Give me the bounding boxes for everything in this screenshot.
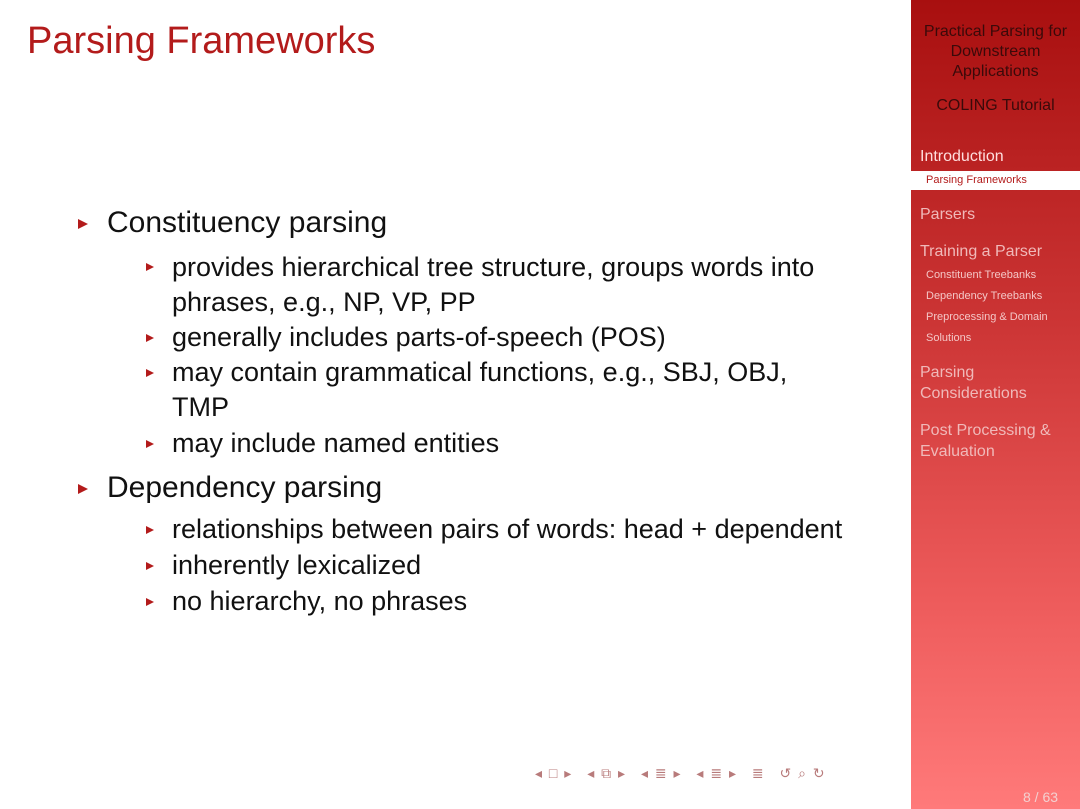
sidebar-item-parsers[interactable]: Parsers: [920, 206, 976, 223]
bullet-marker-icon: [78, 219, 88, 229]
bullet-marker-icon: [146, 263, 154, 271]
subitem-text: no hierarchy, no phrases: [172, 586, 468, 616]
nav-section-icon[interactable]: ≣: [654, 765, 667, 781]
subitem-text: provides hierarchical tree structure, groups words into: [172, 252, 815, 282]
subitem-text: phrases, e.g., NP, VP, PP: [172, 287, 476, 317]
nav-prev-section-icon[interactable]: ◂: [640, 765, 648, 781]
bullet-marker-icon: [146, 526, 154, 534]
sidebar-subtitle: COLING Tutorial: [936, 97, 1055, 114]
sidebar-item-post-processing[interactable]: Post Processing &: [920, 422, 1051, 439]
sidebar-title-line: Applications: [952, 63, 1039, 80]
bullet-marker-icon: [146, 369, 154, 377]
sidebar-title-line: Practical Parsing for: [923, 23, 1068, 40]
sidebar-subitem-dependency-treebanks[interactable]: Dependency Treebanks: [926, 290, 1043, 302]
sidebar-subitem-preprocessing[interactable]: Preprocessing & Domain: [926, 311, 1048, 323]
sidebar-item-parsing-considerations[interactable]: Parsing: [920, 364, 975, 381]
bullet-marker-icon: [78, 484, 88, 494]
list-item-constituency: Constituency parsing: [107, 206, 388, 239]
subitem-text: may include named entities: [172, 428, 500, 458]
subitem-text: relationships between pairs of words: head + dependent: [172, 514, 843, 544]
beamer-navigation-bar: [535, 765, 828, 783]
sidebar-title-line: Downstream: [950, 43, 1041, 60]
bullet-marker-icon: [146, 562, 154, 570]
nav-prev-frame-icon[interactable]: ◂: [535, 765, 543, 781]
sidebar-subitem-solutions[interactable]: Solutions: [926, 332, 972, 344]
nav-next-subsection-icon[interactable]: ▸: [618, 765, 626, 781]
list-item-dependency: Dependency parsing: [107, 471, 383, 504]
nav-prev-section2-icon[interactable]: ◂: [696, 765, 704, 781]
nav-next-section-icon[interactable]: ▸: [673, 765, 681, 781]
bullet-marker-icon: [146, 334, 154, 342]
nav-subsection-icon[interactable]: ⧉: [601, 765, 612, 781]
bullet-marker-icon: [146, 440, 154, 448]
nav-doc-icon[interactable]: ≣: [751, 765, 764, 781]
subitem-text: inherently lexicalized: [172, 550, 422, 580]
nav-frame-icon[interactable]: □: [548, 765, 558, 781]
nav-back-icon[interactable]: ↺: [779, 765, 792, 781]
sidebar-item-introduction[interactable]: Introduction: [920, 148, 1004, 165]
sidebar-item-parsing-considerations-line2[interactable]: Considerations: [920, 385, 1027, 402]
nav-prev-subsection-icon[interactable]: ◂: [587, 765, 595, 781]
nav-next-frame-icon[interactable]: ▸: [564, 765, 572, 781]
nav-next-section2-icon[interactable]: ▸: [728, 765, 736, 781]
sidebar-item-training-a-parser[interactable]: Training a Parser: [920, 243, 1043, 260]
nav-section2-icon[interactable]: ≣: [710, 765, 723, 781]
bullet-marker-icon: [146, 598, 154, 606]
nav-search-icon[interactable]: ⌕: [798, 765, 806, 781]
slide-title: Parsing Frameworks: [27, 20, 376, 62]
subitem-text: generally includes parts-of-speech (POS): [172, 322, 666, 352]
nav-forward-icon[interactable]: ↻: [812, 765, 825, 781]
subitem-text: TMP: [172, 392, 229, 422]
sidebar-subitem-parsing-frameworks[interactable]: Parsing Frameworks: [926, 174, 1027, 186]
sidebar-item-post-processing-line2[interactable]: Evaluation: [920, 443, 995, 460]
sidebar-subitem-constituent-treebanks[interactable]: Constituent Treebanks: [926, 269, 1037, 281]
page-number: 8 / 63: [1023, 789, 1059, 805]
subitem-text: may contain grammatical functions, e.g., SBJ, OBJ,: [172, 357, 788, 387]
sidebar: [911, 0, 1080, 809]
